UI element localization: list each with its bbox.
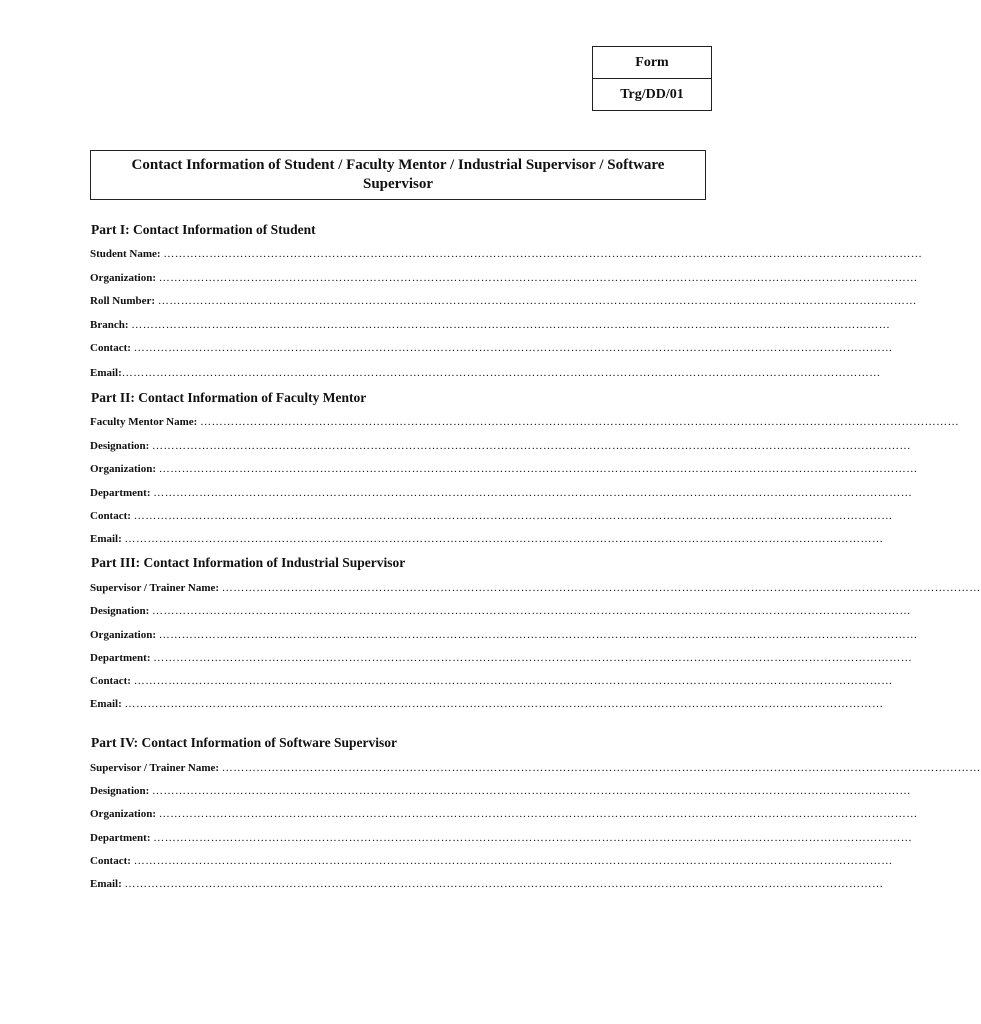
industrial-contact-field[interactable] xyxy=(90,674,893,688)
field-label: Contact: xyxy=(90,510,134,522)
fill-line: ……………………………………………………………………………………………………………………………………………………………………………… xyxy=(157,295,917,307)
fill-line: ……………………………………………………………………………………………………………………………………………………………………………… xyxy=(153,652,913,664)
fill-line: ……………………………………………………………………………………………………………………………………………………………………………… xyxy=(121,367,881,379)
field-label: Department: xyxy=(90,832,154,844)
field-label: Organization: xyxy=(90,272,159,284)
fill-line: ……………………………………………………………………………………………………………………………………………………………………………… xyxy=(152,785,912,797)
field-label: Email: xyxy=(90,878,125,890)
industrial-email-field[interactable] xyxy=(90,697,884,711)
mentor-designation-field[interactable] xyxy=(90,439,912,453)
field-label: Email: xyxy=(90,367,122,379)
form-title: Contact Information of Student / Faculty Mentor / Industrial Supervisor / Software Supervisor xyxy=(131,157,665,192)
branch-field[interactable] xyxy=(90,318,891,332)
fill-line: ……………………………………………………………………………………………………………………………………………………………………………… xyxy=(221,582,981,594)
fill-line: ……………………………………………………………………………………………………………………………………………………………………………… xyxy=(163,248,923,260)
fill-line: ……………………………………………………………………………………………………………………………………………………………………………… xyxy=(158,629,918,641)
fill-line: ……………………………………………………………………………………………………………………………………………………………………………… xyxy=(158,463,918,475)
field-label: Faculty Mentor Name: xyxy=(90,416,201,428)
software-email-field[interactable] xyxy=(90,877,884,891)
fill-line: ……………………………………………………………………………………………………………………………………………………………………………… xyxy=(153,832,913,844)
field-label: Department: xyxy=(90,487,154,499)
mentor-organization-field[interactable] xyxy=(90,462,918,476)
field-label: Designation: xyxy=(90,785,153,797)
software-supervisor-name-field[interactable] xyxy=(90,761,981,775)
fill-line: ……………………………………………………………………………………………………………………………………………………………………………… xyxy=(221,762,981,774)
fill-line: ……………………………………………………………………………………………………………………………………………………………………………… xyxy=(152,440,912,452)
field-label: Supervisor / Trainer Name: xyxy=(90,762,222,774)
field-label: Student Name: xyxy=(90,248,164,260)
fill-line: ……………………………………………………………………………………………………………………………………………………………………………… xyxy=(124,698,884,710)
part-3-heading: Part III: Contact Information of Industrial Supervisor xyxy=(91,555,406,570)
industrial-supervisor-name-field[interactable] xyxy=(90,581,981,595)
student-email-field[interactable] xyxy=(90,366,881,380)
fill-line: ……………………………………………………………………………………………………………………………………………………………………………… xyxy=(124,533,884,545)
part-2-heading: Part II: Contact Information of Faculty Mentor xyxy=(91,390,367,405)
fill-line: ……………………………………………………………………………………………………………………………………………………………………………… xyxy=(131,319,891,331)
software-organization-field[interactable] xyxy=(90,807,918,821)
roll-number-field[interactable] xyxy=(90,294,917,308)
fill-line: ……………………………………………………………………………………………………………………………………………………………………………… xyxy=(158,808,918,820)
form-label: Form xyxy=(635,55,669,70)
fill-line: ……………………………………………………………………………………………………………………………………………………………………………… xyxy=(200,416,960,428)
fill-line: ……………………………………………………………………………………………………………………………………………………………………………… xyxy=(152,605,912,617)
field-label: Contact: xyxy=(90,342,134,354)
fill-line: ……………………………………………………………………………………………………………………………………………………………………………… xyxy=(133,342,893,354)
field-label: Organization: xyxy=(90,808,159,820)
form-number: Trg/DD/01 xyxy=(593,78,711,110)
part-1-heading: Part I: Contact Information of Student xyxy=(91,222,316,237)
software-contact-field[interactable] xyxy=(90,854,893,868)
student-organization-field[interactable] xyxy=(90,271,918,285)
field-label: Organization: xyxy=(90,629,159,641)
fill-line: ……………………………………………………………………………………………………………………………………………………………………………… xyxy=(124,878,884,890)
field-label: Email: xyxy=(90,698,125,710)
field-label: Branch: xyxy=(90,319,132,331)
mentor-department-field[interactable] xyxy=(90,486,913,500)
industrial-organization-field[interactable] xyxy=(90,628,918,642)
field-label: Supervisor / Trainer Name: xyxy=(90,582,222,594)
student-name-field[interactable] xyxy=(90,247,923,261)
mentor-email-field[interactable] xyxy=(90,532,884,546)
part-4-heading: Part IV: Contact Information of Software Supervisor xyxy=(91,735,397,750)
fill-line: ……………………………………………………………………………………………………………………………………………………………………………… xyxy=(133,510,893,522)
field-label: Roll Number: xyxy=(90,295,158,307)
faculty-mentor-name-field[interactable] xyxy=(90,415,960,429)
field-label: Department: xyxy=(90,652,154,664)
field-label: Designation: xyxy=(90,440,153,452)
field-label: Contact: xyxy=(90,675,134,687)
field-label: Email: xyxy=(90,533,125,545)
fill-line: ……………………………………………………………………………………………………………………………………………………………………………… xyxy=(153,487,913,499)
field-label: Designation: xyxy=(90,605,153,617)
mentor-contact-field[interactable] xyxy=(90,509,893,523)
industrial-designation-field[interactable] xyxy=(90,604,912,618)
industrial-department-field[interactable] xyxy=(90,651,913,665)
form-title-box xyxy=(90,150,706,200)
fill-line: ……………………………………………………………………………………………………………………………………………………………………………… xyxy=(133,675,893,687)
software-designation-field[interactable] xyxy=(90,784,912,798)
fill-line: ……………………………………………………………………………………………………………………………………………………………………………… xyxy=(133,855,893,867)
field-label: Organization: xyxy=(90,463,159,475)
form-code-box xyxy=(592,46,712,111)
software-department-field[interactable] xyxy=(90,831,913,845)
fill-line: ……………………………………………………………………………………………………………………………………………………………………………… xyxy=(158,272,918,284)
field-label: Contact: xyxy=(90,855,134,867)
student-contact-field[interactable] xyxy=(90,341,893,355)
